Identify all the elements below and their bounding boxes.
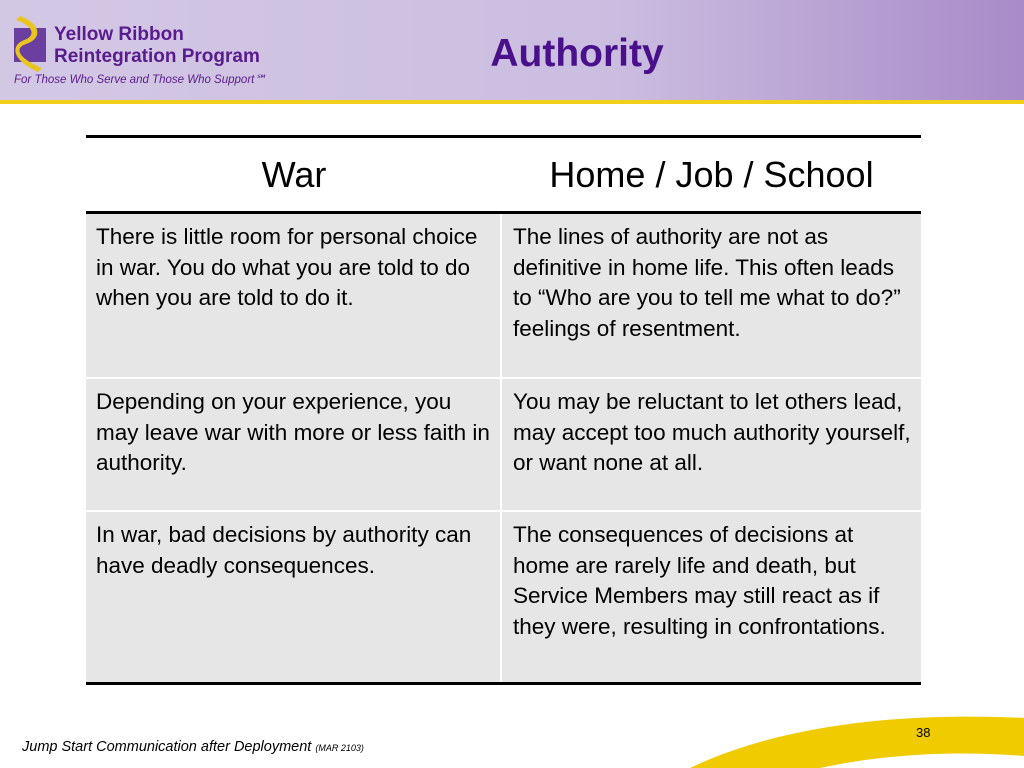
table-cell: Depending on your experience, you may leave war with more or less faith in authority. [86, 379, 502, 510]
header-war: War [261, 153, 327, 195]
footer-title: Jump Start Communication after Deployment [22, 739, 312, 755]
page-title: Authority [490, 32, 664, 75]
page-number: 38 [916, 725, 931, 740]
footer-text [22, 739, 364, 755]
header-home: Home / Job / School [549, 153, 874, 195]
table-cell: In war, bad decisions by authority can have deadly consequences. [86, 512, 502, 682]
table-cell: You may be reluctant to let others lead, may accept too much authority yourself, or want none at all. [502, 379, 921, 510]
table-cell: The consequences of decisions at home are rarely life and death, but Service Members may still react as if they were, resulting in confrontations. [502, 512, 921, 682]
table-cell: There is little room for personal choice in war. You do what you are told to do when you are told to do it. [86, 214, 502, 377]
logo-line2: Reintegration Program [54, 46, 260, 67]
logo-tagline: For Those Who Serve and Those Who Support℠ [14, 74, 267, 86]
table-cell: The lines of authority are not as definitive in home life. This often leads to “Who are you to tell me what to do?” feelings of resentment. [502, 214, 921, 377]
footer-code: (MAR 2103) [315, 743, 364, 753]
logo-line1: Yellow Ribbon [54, 24, 184, 45]
